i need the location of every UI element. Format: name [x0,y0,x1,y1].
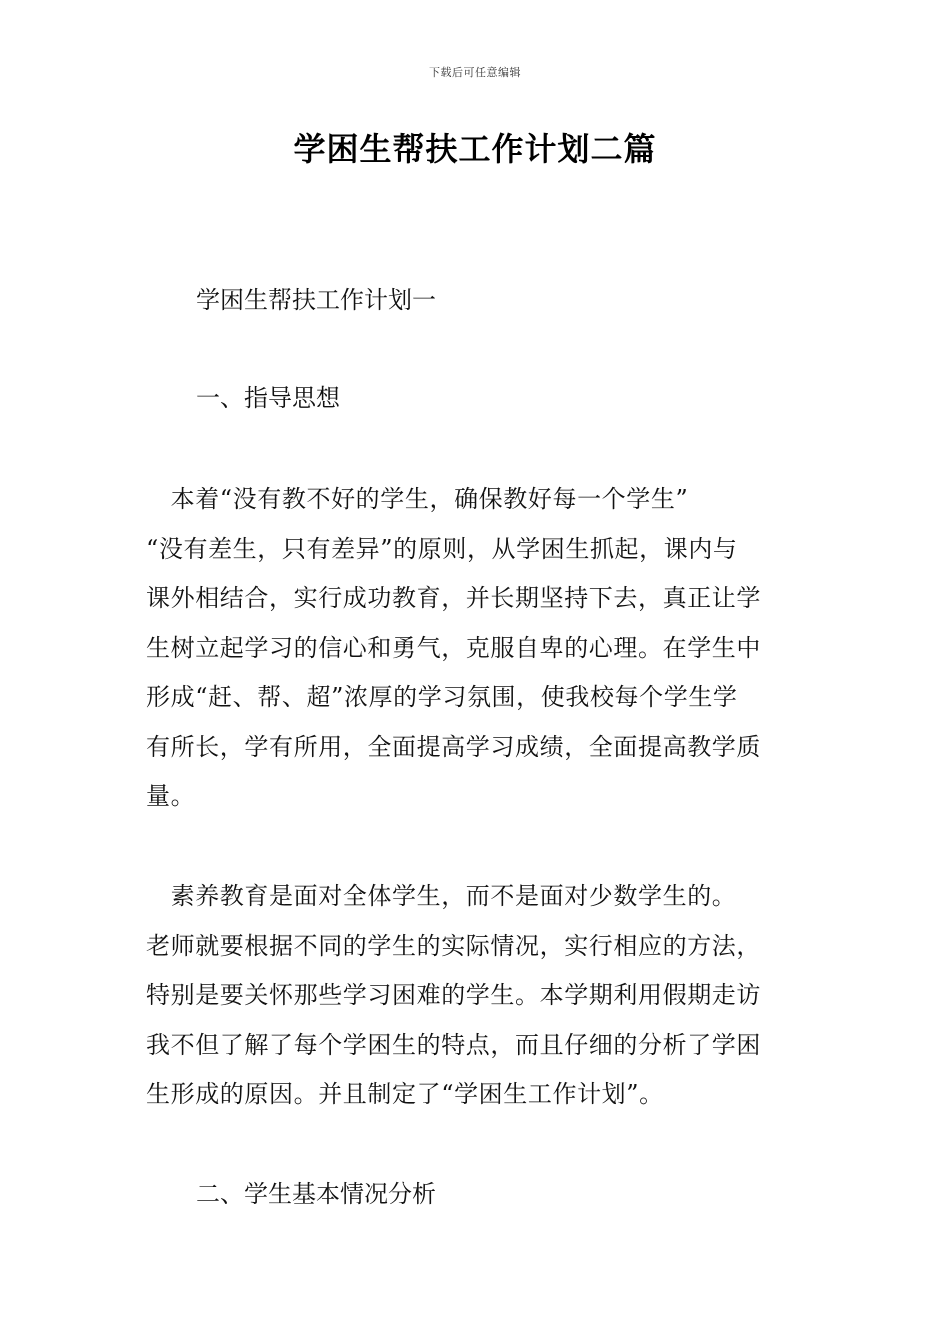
paragraph-line: 本着“没有教不好的学生，确保教好每一个学生” [146,485,689,513]
section-heading-student-analysis: 二、学生基本情况分析 [196,1180,436,1208]
paragraph-line: 量。 [146,782,196,810]
document-title: 学困生帮扶工作计划二篇 [293,130,657,168]
section-heading-guiding-ideology: 一、指导思想 [196,384,340,412]
paragraph-line: 特别是要关怀那些学习困难的学生。本学期利用假期走访 [146,981,761,1009]
paragraph-line: 生形成的原因。并且制定了“学困生工作计划”。 [146,1080,664,1108]
paragraph-line: 形成“赶、帮、超”浓厚的学习氛围，使我校每个学生学 [146,683,738,711]
header-note: 下载后可任意编辑 [429,66,521,79]
paragraph-line: 课外相结合，实行成功教育，并长期坚持下去，真正让学 [146,584,761,612]
paragraph-guiding-ideology [146,475,806,822]
paragraph-line: “没有差生，只有差异”的原则，从学困生抓起，课内与 [146,534,738,563]
paragraph-line: 素养教育是面对全体学生，而不是面对少数学生的。 [146,882,737,910]
paragraph-quality-education [146,872,806,1120]
paragraph-line: 老师就要根据不同的学生的实际情况，实行相应的方法， [146,931,761,960]
paragraph-line: 生树立起学习的信心和勇气，克服自卑的心理。在学生中 [146,633,761,662]
paragraph-line: 我不但了解了每个学困生的特点，而且仔细的分析了学困 [146,1030,761,1059]
plan-subtitle: 学困生帮扶工作计划一 [196,286,436,314]
paragraph-line: 有所长，学有所用，全面提高学习成绩，全面提高教学质 [146,732,761,761]
